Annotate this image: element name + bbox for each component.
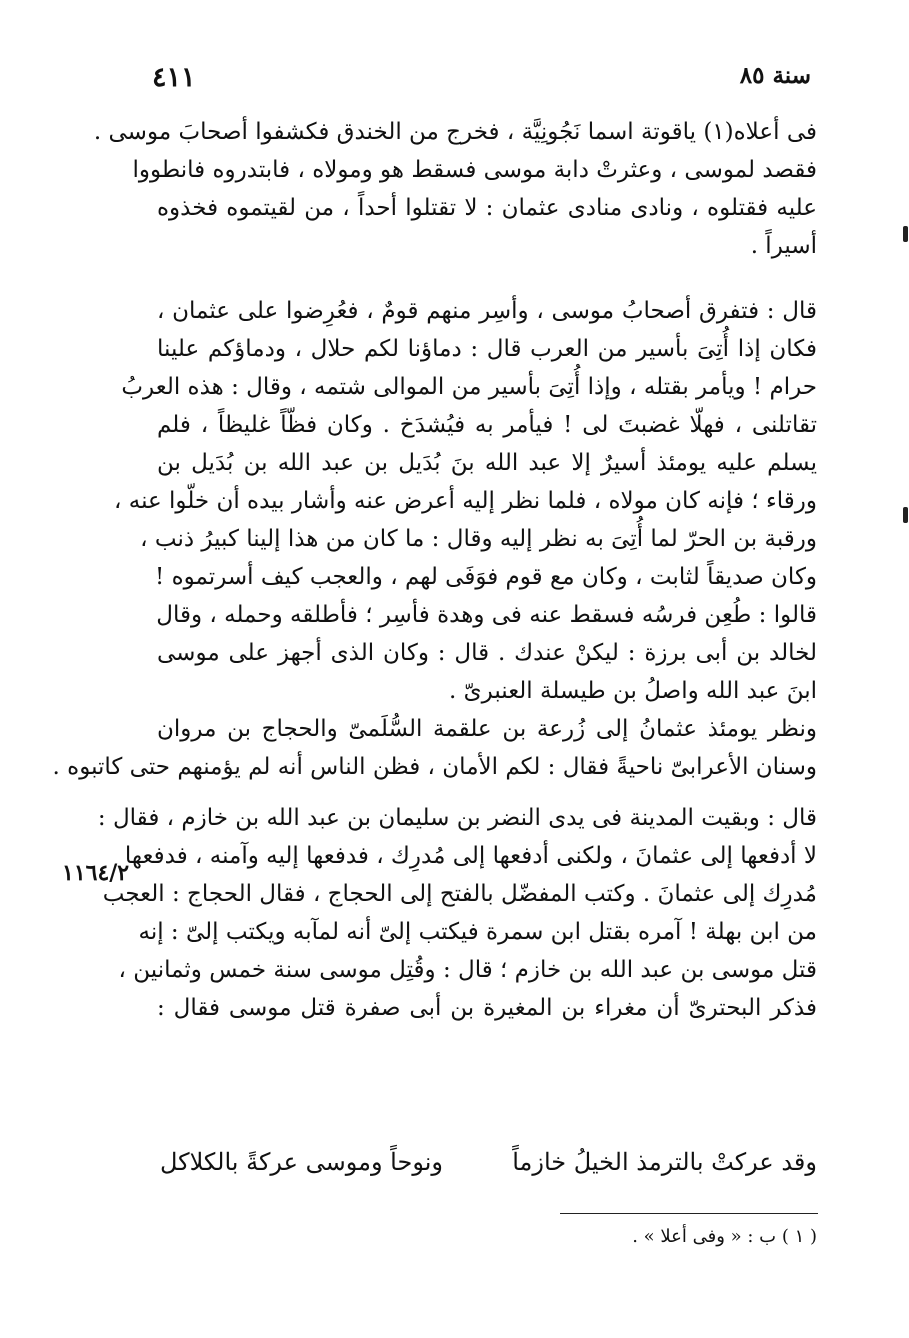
text-line: فى أعلاه(١) ياقوتة اسما نَجُونِيَّة ، فخرج من الخندق فكشفوا أصحابَ موسى . xyxy=(93,119,817,145)
text-line: يسلم عليه يومئذ أسيرٌ إلا عبد الله بنَ بُدَيل بن عبد الله بن بُدَيل بن xyxy=(157,450,817,476)
text-line: تقاتلنى ، فهلّا غضبتَ لى ! فيأمر به فيُشدَخ . وكان فظّاً غليظاً ، فلم xyxy=(157,412,817,438)
footnote-divider xyxy=(560,1213,818,1214)
text-line: عليه فقتلوه ، ونادى منادى عثمان : لا تقتلوا أحداً ، من لقيتموه فخذوه xyxy=(157,195,817,221)
text-line: فكان إذا أُتِىَ بأسير من العرب قال : دماؤنا لكم حلال ، ودماؤكم علينا xyxy=(157,336,817,362)
text-line: قال : فتفرق أصحابُ موسى ، وأسِر منهم قومٌ ، فعُرِضوا على عثمان ، xyxy=(157,298,817,324)
footnote: ( ١ ) ب : « وفى أعلا » . xyxy=(632,1226,817,1247)
page-number: ٤١١ xyxy=(152,62,196,93)
text-line: مُدرِك إلى عثمانَ . وكتب المفضّل بالفتح إلى الحجاج ، فقال الحجاج : العجب xyxy=(102,881,817,907)
running-head: سنة ٨٥ xyxy=(739,62,811,89)
text-line: من ابن بهلة ! آمره بقتل ابن سمرة فيكتب إلىّ أنه لمآبه ويكتب إلىّ : إنه xyxy=(138,919,817,945)
text-line: ورقاء ؛ فإنه كان مولاه ، فلما نظر إليه أعرض عنه وأشار بيده أن خلّوا عنه ، xyxy=(114,488,817,514)
text-line: وكان صديقاً لثابت ، وكان مع قوم فوَفَى لهم ، والعجب كيف أسرتموه ! xyxy=(155,564,817,590)
scan-mark xyxy=(903,226,908,242)
text-line: أسيراً . xyxy=(750,233,817,259)
verse-hemistich-first: وقد عركتْ بالترمذ الخيلُ خازماً xyxy=(512,1148,817,1176)
text-line: ونظر يومئذ عثمانُ إلى زُرعة بن علقمة السُّلَمىّ والحجاج بن مروان xyxy=(157,716,817,742)
text-line: لا أدفعها إلى عثمانَ ، ولكنى أدفعها إلى مُدرِك ، فدفعها إليه وآمنه ، فدفعها xyxy=(124,843,817,869)
text-line: قال : وبقيت المدينة فى يدى النضر بن سليمان بن عبد الله بن خازم ، فقال : xyxy=(97,805,817,831)
text-line: فذكر البحترىّ أن مغراء بن المغيرة بن أبى صفرة قتل موسى فقال : xyxy=(157,995,817,1021)
verse-hemistich-second: ونوحاً وموسى عركةً بالكلاكل xyxy=(160,1148,443,1176)
margin-reference: ١١٦٤/٢ xyxy=(62,860,130,886)
text-line: لخالد بن أبى برزة : ليكنْ عندك . قال : وكان الذى أجهز على موسى xyxy=(157,640,817,666)
text-line: فقصد لموسى ، وعثرتْ دابة موسى فسقط هو ومولاه ، فابتدروه فانطووا xyxy=(132,157,817,183)
text-line: حرام ! ويأمر بقتله ، وإذا أُتِىَ بأسير من الموالى شتمه ، وقال : هذه العربُ xyxy=(121,374,817,400)
text-line: ابنَ عبد الله واصلُ بن طيسلة العنبرىّ . xyxy=(449,678,817,704)
text-line: ورقبة بن الحرّ لما أُتِىَ به نظر إليه وقال : ما كان من هذا إلينا كبيرُ ذنب ، xyxy=(140,526,817,552)
text-line: قتل موسى بن عبد الله بن خازم ؛ قال : وقُتِل موسى سنة خمس وثمانين ، xyxy=(118,957,817,983)
text-line: قالوا : طُعِن فرسُه فسقط عنه فى وهدة فأسِر ؛ فأطلقه وحمله ، وقال xyxy=(156,602,817,628)
scan-mark xyxy=(903,507,908,523)
text-line: وسنان الأعرابىّ ناحيةً فقال : لكم الأمان ، فظن الناس أنه لم يؤمنهم حتى كاتبوه . xyxy=(52,754,817,780)
